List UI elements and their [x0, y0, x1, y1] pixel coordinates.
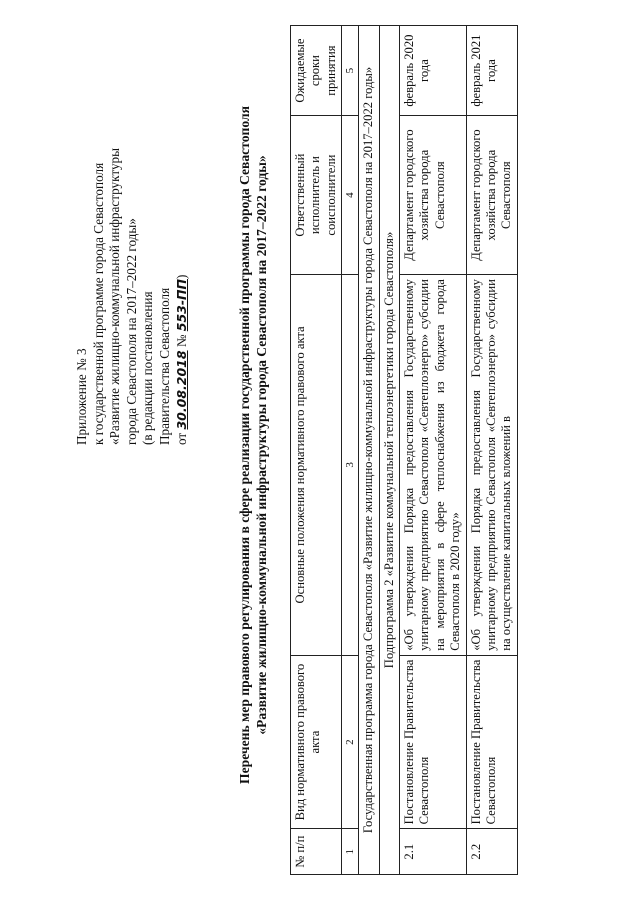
program-title: Государственная программа города Севастополя «Развитие жилищно-коммунальной инфраструктуры города Севастополя на 2017–2022 годы» [359, 26, 379, 875]
appendix-line: Правительства Севастополя [156, 287, 172, 445]
table-header-row [291, 26, 342, 875]
title-line-2: «Развитие жилищно-коммунальной инфраструктуры города Севастополя на 2017–2022 годы» [254, 155, 269, 735]
appendix-line: к государственной программе города Севастополя [90, 162, 106, 445]
header-cell: Вид нормативного правового акта [291, 655, 342, 829]
date-prefix: от [173, 432, 189, 445]
table-row [466, 26, 517, 875]
column-numbers-row [342, 26, 359, 875]
column-number: 2 [342, 655, 359, 829]
column-number: 1 [342, 829, 359, 875]
document-title [236, 25, 270, 865]
header-cell: Ответственный исполнитель и соисполнители [291, 116, 342, 275]
header-cell: Основные положения нормативного правового акта [291, 275, 342, 656]
act-content: «Об утверждении Порядка предоставления Государственному унитарному предприятию Севастополя «Севтеплоэнерго» субсидии на мероприятия в сфере теплоснабжения из бюджета города Севастополя в 2020 году» [400, 275, 467, 656]
appendix-block [74, 25, 190, 445]
column-number: 4 [342, 116, 359, 275]
column-number: 5 [342, 26, 359, 116]
appendix-line: города Севастополя на 2017–2022 годы» [123, 218, 139, 445]
title-line-1: Перечень мер правового регулирования в сфере реализации государственной программы города Севастополя [237, 106, 252, 784]
header-cell: Ожидаемые сроки принятия [291, 26, 342, 116]
executor: Департамент городского хозяйства города Севастополя [400, 116, 467, 275]
act-type: Постановление Правительства Севастополя [466, 655, 517, 829]
handwritten-number: 553-ПП [173, 279, 189, 332]
subprogram-title: Подпрограмма 2 «Развитие коммунальной теплоэнергетики города Севастополя» [379, 26, 399, 875]
appendix-line: «Развитие жилищно-коммунальной инфраструктуры [107, 147, 123, 445]
appendix-date-line: от 30.08.2018 № 553-ПП) [173, 274, 189, 445]
deadline: февраль 2020 года [400, 26, 467, 116]
appendix-line: Приложение № 3 [74, 348, 89, 445]
row-number: 2.2 [466, 829, 517, 875]
table-row [400, 26, 467, 875]
act-type: Постановление Правительства Севастополя [400, 655, 467, 829]
number-prefix: № [173, 334, 189, 348]
row-number: 2.1 [400, 829, 467, 875]
handwritten-date: 30.08.2018 [173, 350, 189, 430]
column-number: 3 [342, 275, 359, 656]
executor: Департамент городского хозяйства города Севастополя [466, 116, 517, 275]
program-row [359, 26, 379, 875]
regulation-table [290, 25, 518, 875]
appendix-line: (в редакции постановления [140, 291, 156, 445]
header-cell: № п/п [291, 829, 342, 875]
deadline: февраль 2021 года [466, 26, 517, 116]
act-content: «Об утверждении Порядка предоставления Государственному унитарному предприятию Севастополя «Севтеплоэнерго» субсидии на осуществление капитальных вложений в [466, 275, 517, 656]
subprogram-row [379, 26, 399, 875]
